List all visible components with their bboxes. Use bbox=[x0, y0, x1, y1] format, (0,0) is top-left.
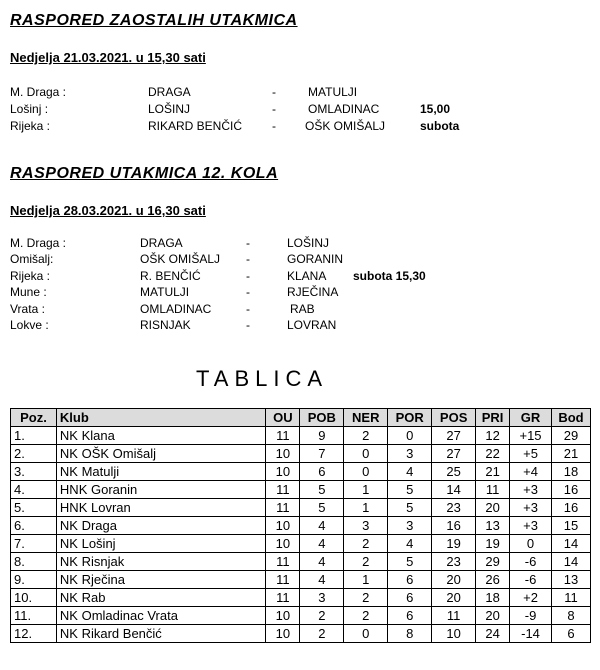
cell-club: NK OŠK Omišalj bbox=[56, 445, 265, 463]
cell-position: 10. bbox=[11, 589, 57, 607]
match-home: LOŠINJ bbox=[148, 102, 191, 116]
match-home: RISNJAK bbox=[140, 318, 191, 332]
cell-goals-for: 23 bbox=[432, 499, 476, 517]
col-header-played: OU bbox=[266, 409, 300, 427]
cell-position: 4. bbox=[11, 481, 57, 499]
cell-wins: 4 bbox=[300, 553, 344, 571]
match-separator: - bbox=[246, 302, 250, 316]
cell-draws: 3 bbox=[344, 517, 388, 535]
cell-goal-diff: +2 bbox=[510, 589, 552, 607]
cell-losses: 6 bbox=[388, 589, 432, 607]
cell-goal-diff: +3 bbox=[510, 481, 552, 499]
match-home: RIKARD BENČIĆ bbox=[148, 119, 243, 133]
cell-goal-diff: +4 bbox=[510, 463, 552, 481]
cell-position: 1. bbox=[11, 427, 57, 445]
col-header-goals-against: PRI bbox=[476, 409, 510, 427]
match-note: subota bbox=[420, 119, 460, 133]
cell-position: 2. bbox=[11, 445, 57, 463]
cell-played: 11 bbox=[266, 427, 300, 445]
cell-goals-for: 16 bbox=[432, 517, 476, 535]
standings-header-row bbox=[11, 409, 591, 427]
match-place: Lokve : bbox=[10, 318, 49, 332]
cell-points: 29 bbox=[551, 427, 590, 445]
match-separator: - bbox=[246, 236, 250, 250]
cell-goal-diff: -6 bbox=[510, 571, 552, 589]
match-separator: - bbox=[246, 269, 250, 283]
cell-goals-for: 19 bbox=[432, 535, 476, 553]
cell-club: NK Omladinac Vrata bbox=[56, 607, 265, 625]
cell-goals-for: 25 bbox=[432, 463, 476, 481]
cell-wins: 2 bbox=[300, 625, 344, 643]
cell-wins: 9 bbox=[300, 427, 344, 445]
cell-wins: 4 bbox=[300, 571, 344, 589]
section2-date: Nedjelja 28.03.2021. u 16,30 sati bbox=[10, 203, 206, 218]
cell-played: 10 bbox=[266, 535, 300, 553]
cell-wins: 5 bbox=[300, 499, 344, 517]
cell-losses: 4 bbox=[388, 535, 432, 553]
cell-played: 10 bbox=[266, 517, 300, 535]
cell-goals-for: 27 bbox=[432, 445, 476, 463]
col-header-wins: POB bbox=[300, 409, 344, 427]
cell-goals-against: 18 bbox=[476, 589, 510, 607]
cell-club: NK Rikard Benčić bbox=[56, 625, 265, 643]
cell-goals-against: 12 bbox=[476, 427, 510, 445]
match-away: RAB bbox=[290, 302, 315, 316]
cell-draws: 1 bbox=[344, 499, 388, 517]
cell-position: 7. bbox=[11, 535, 57, 553]
col-header-position: Poz. bbox=[11, 409, 57, 427]
cell-position: 6. bbox=[11, 517, 57, 535]
table-row bbox=[11, 607, 591, 625]
match-home: MATULJI bbox=[140, 285, 190, 299]
cell-goals-for: 20 bbox=[432, 589, 476, 607]
cell-club: HNK Lovran bbox=[56, 499, 265, 517]
cell-position: 3. bbox=[11, 463, 57, 481]
cell-club: NK Draga bbox=[56, 517, 265, 535]
match-place: Rijeka : bbox=[10, 269, 51, 283]
cell-losses: 8 bbox=[388, 625, 432, 643]
cell-points: 11 bbox=[551, 589, 590, 607]
cell-points: 16 bbox=[551, 481, 590, 499]
cell-played: 11 bbox=[266, 589, 300, 607]
match-separator: - bbox=[272, 85, 276, 99]
cell-wins: 5 bbox=[300, 481, 344, 499]
match-away: RJEČINA bbox=[287, 285, 339, 299]
col-header-losses: POR bbox=[388, 409, 432, 427]
cell-draws: 0 bbox=[344, 445, 388, 463]
cell-losses: 3 bbox=[388, 445, 432, 463]
match-away: OMLADINAC bbox=[308, 102, 380, 116]
cell-played: 10 bbox=[266, 463, 300, 481]
cell-losses: 3 bbox=[388, 517, 432, 535]
cell-played: 10 bbox=[266, 625, 300, 643]
match-home: OMLADINAC bbox=[140, 302, 212, 316]
cell-losses: 5 bbox=[388, 481, 432, 499]
table-row bbox=[11, 463, 591, 481]
match-separator: - bbox=[272, 102, 276, 116]
match-away: KLANA bbox=[287, 269, 327, 283]
cell-wins: 6 bbox=[300, 463, 344, 481]
match-separator: - bbox=[246, 318, 250, 332]
cell-goals-for: 23 bbox=[432, 553, 476, 571]
col-header-goals-for: POS bbox=[432, 409, 476, 427]
cell-points: 21 bbox=[551, 445, 590, 463]
cell-draws: 2 bbox=[344, 607, 388, 625]
cell-losses: 5 bbox=[388, 553, 432, 571]
cell-goal-diff: +5 bbox=[510, 445, 552, 463]
cell-goals-against: 19 bbox=[476, 535, 510, 553]
table-row bbox=[11, 481, 591, 499]
cell-goals-for: 20 bbox=[432, 571, 476, 589]
cell-goals-against: 11 bbox=[476, 481, 510, 499]
cell-played: 11 bbox=[266, 571, 300, 589]
cell-goals-against: 21 bbox=[476, 463, 510, 481]
cell-position: 9. bbox=[11, 571, 57, 589]
match-note: 15,00 bbox=[420, 102, 451, 116]
cell-position: 5. bbox=[11, 499, 57, 517]
match-place: M. Draga : bbox=[10, 85, 67, 99]
cell-draws: 1 bbox=[344, 481, 388, 499]
cell-played: 10 bbox=[266, 445, 300, 463]
cell-position: 12. bbox=[11, 625, 57, 643]
standings-title: TABLICA bbox=[196, 366, 329, 391]
cell-goal-diff: 0 bbox=[510, 535, 552, 553]
cell-draws: 2 bbox=[344, 427, 388, 445]
table-row bbox=[11, 445, 591, 463]
match-place: Mune : bbox=[10, 285, 47, 299]
cell-club: NK Rječina bbox=[56, 571, 265, 589]
cell-draws: 0 bbox=[344, 625, 388, 643]
col-header-club: Klub bbox=[56, 409, 265, 427]
cell-goals-for: 11 bbox=[432, 607, 476, 625]
match-place: Omišalj: bbox=[10, 252, 54, 266]
cell-wins: 2 bbox=[300, 607, 344, 625]
cell-points: 18 bbox=[551, 463, 590, 481]
cell-draws: 0 bbox=[344, 463, 388, 481]
match-away: LOVRAN bbox=[287, 318, 337, 332]
match-place: Vrata : bbox=[10, 302, 45, 316]
table-row bbox=[11, 553, 591, 571]
cell-wins: 7 bbox=[300, 445, 344, 463]
cell-draws: 2 bbox=[344, 535, 388, 553]
match-separator: - bbox=[272, 119, 276, 133]
table-row bbox=[11, 535, 591, 553]
cell-losses: 5 bbox=[388, 499, 432, 517]
table-row bbox=[11, 517, 591, 535]
cell-goal-diff: +15 bbox=[510, 427, 552, 445]
match-place: Rijeka : bbox=[10, 119, 51, 133]
match-place: Lošinj : bbox=[10, 102, 49, 116]
cell-played: 10 bbox=[266, 607, 300, 625]
cell-goals-for: 10 bbox=[432, 625, 476, 643]
cell-points: 14 bbox=[551, 553, 590, 571]
cell-draws: 1 bbox=[344, 571, 388, 589]
cell-club: NK Klana bbox=[56, 427, 265, 445]
cell-draws: 2 bbox=[344, 589, 388, 607]
cell-goal-diff: +3 bbox=[510, 499, 552, 517]
col-header-draws: NER bbox=[344, 409, 388, 427]
cell-goals-against: 20 bbox=[476, 499, 510, 517]
cell-points: 14 bbox=[551, 535, 590, 553]
col-header-goal-diff: GR bbox=[510, 409, 552, 427]
cell-goals-against: 24 bbox=[476, 625, 510, 643]
col-header-points: Bod bbox=[551, 409, 590, 427]
table-row bbox=[11, 571, 591, 589]
cell-played: 11 bbox=[266, 481, 300, 499]
cell-losses: 6 bbox=[388, 571, 432, 589]
cell-wins: 4 bbox=[300, 535, 344, 553]
cell-points: 13 bbox=[551, 571, 590, 589]
cell-draws: 2 bbox=[344, 553, 388, 571]
cell-goal-diff: -6 bbox=[510, 553, 552, 571]
cell-position: 8. bbox=[11, 553, 57, 571]
cell-goal-diff: +3 bbox=[510, 517, 552, 535]
match-separator: - bbox=[246, 285, 250, 299]
cell-played: 11 bbox=[266, 553, 300, 571]
cell-goals-against: 13 bbox=[476, 517, 510, 535]
match-away: MATULJI bbox=[308, 85, 358, 99]
cell-losses: 4 bbox=[388, 463, 432, 481]
cell-goal-diff: -9 bbox=[510, 607, 552, 625]
table-row bbox=[11, 427, 591, 445]
table-row bbox=[11, 589, 591, 607]
cell-goals-for: 14 bbox=[432, 481, 476, 499]
table-row bbox=[11, 625, 591, 643]
cell-club: NK Risnjak bbox=[56, 553, 265, 571]
match-place: M. Draga : bbox=[10, 236, 67, 250]
match-away: OŠK OMIŠALJ bbox=[305, 119, 386, 133]
cell-club: HNK Goranin bbox=[56, 481, 265, 499]
cell-losses: 0 bbox=[388, 427, 432, 445]
match-away: GORANIN bbox=[287, 252, 344, 266]
match-note: subota 15,30 bbox=[353, 269, 426, 283]
match-away: LOŠINJ bbox=[287, 236, 330, 250]
match-home: DRAGA bbox=[148, 85, 191, 99]
table-row bbox=[11, 499, 591, 517]
match-home: R. BENČIĆ bbox=[140, 269, 201, 283]
cell-points: 8 bbox=[551, 607, 590, 625]
cell-points: 16 bbox=[551, 499, 590, 517]
match-home: OŠK OMIŠALJ bbox=[140, 252, 221, 266]
cell-goals-for: 27 bbox=[432, 427, 476, 445]
match-home: DRAGA bbox=[140, 236, 183, 250]
cell-club: NK Matulji bbox=[56, 463, 265, 481]
section1-title: RASPORED ZAOSTALIH UTAKMICA bbox=[10, 12, 298, 29]
cell-goals-against: 20 bbox=[476, 607, 510, 625]
cell-wins: 3 bbox=[300, 589, 344, 607]
cell-points: 15 bbox=[551, 517, 590, 535]
cell-goal-diff: -14 bbox=[510, 625, 552, 643]
cell-goals-against: 22 bbox=[476, 445, 510, 463]
section2-title: RASPORED UTAKMICA 12. KOLA bbox=[10, 165, 279, 182]
cell-goals-against: 26 bbox=[476, 571, 510, 589]
cell-club: NK Lošinj bbox=[56, 535, 265, 553]
cell-played: 11 bbox=[266, 499, 300, 517]
match-separator: - bbox=[246, 252, 250, 266]
cell-club: NK Rab bbox=[56, 589, 265, 607]
cell-points: 6 bbox=[551, 625, 590, 643]
cell-position: 11. bbox=[11, 607, 57, 625]
cell-wins: 4 bbox=[300, 517, 344, 535]
standings-table bbox=[10, 408, 591, 643]
cell-goals-against: 29 bbox=[476, 553, 510, 571]
cell-losses: 6 bbox=[388, 607, 432, 625]
section1-date: Nedjelja 21.03.2021. u 15,30 sati bbox=[10, 50, 206, 65]
